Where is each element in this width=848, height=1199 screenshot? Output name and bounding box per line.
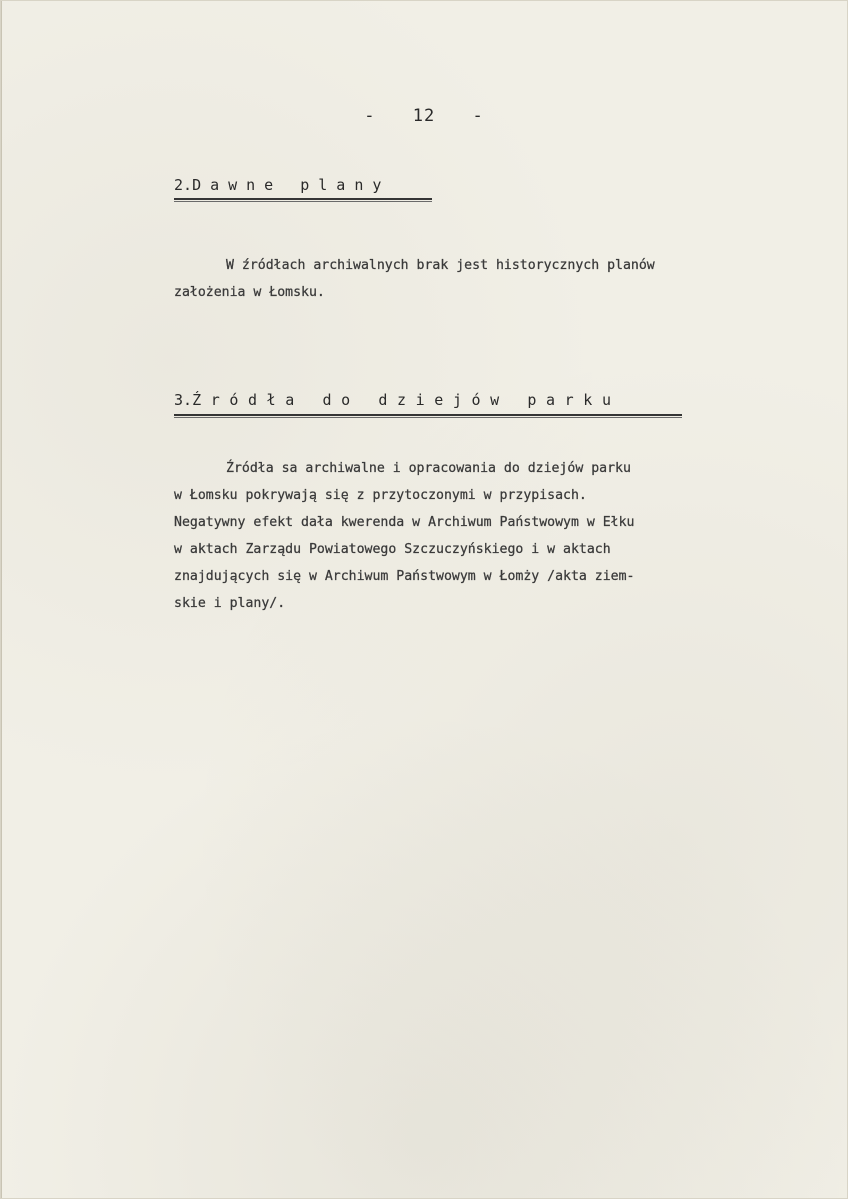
section-3-paragraph <box>174 455 786 617</box>
section-2-title: Dawne plany <box>192 176 391 194</box>
page-number-dash-right: - <box>472 106 484 126</box>
page-number-dash-left: - <box>364 106 376 126</box>
section-3-paragraph-line: Źródła sa archiwalne i opracowania do dziejów parku <box>226 461 631 476</box>
page-number: 12 <box>412 106 436 126</box>
section-2-paragraph <box>174 252 786 306</box>
section-3-title: Źródła do dziejów parku <box>192 391 621 409</box>
section-3-paragraph-line: w aktach Zarządu Powiatowego Szczuczyńskiego i w aktach <box>174 542 611 557</box>
section-3-paragraph-line: znajdujących się w Archiwum Państwowym w Łomży /akta ziem- <box>174 569 635 584</box>
page-number-header <box>0 106 848 126</box>
section-3-heading-underline <box>174 414 682 418</box>
section-3-paragraph-line: w Łomsku pokrywają się z przytoczonymi w przypisach. <box>174 488 587 503</box>
section-3-paragraph-line: Negatywny efekt dała kwerenda w Archiwum Państwowym w Ełku <box>174 515 635 530</box>
section-2-number: 2. <box>174 176 193 194</box>
section-3-number: 3. <box>174 391 193 409</box>
section-3-paragraph-line: skie i plany/. <box>174 596 286 611</box>
section-2-heading-underline <box>174 198 432 202</box>
section-2-heading <box>174 176 390 194</box>
section-3-heading <box>174 391 621 409</box>
section-2-paragraph-line: założenia w Łomsku. <box>174 285 325 300</box>
section-2-paragraph-line: W źródłach archiwalnych brak jest historycznych planów <box>226 258 655 273</box>
